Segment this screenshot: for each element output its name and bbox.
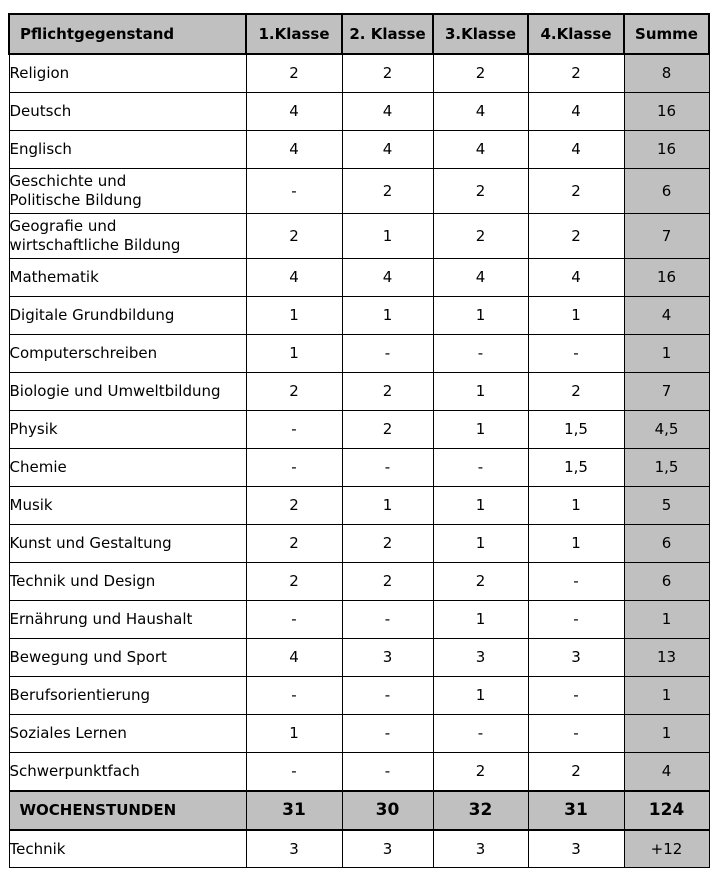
table-row [9, 715, 709, 753]
table-row [9, 563, 709, 601]
class-2-hours-cell: - [342, 753, 433, 792]
class-2-hours-cell: - [342, 449, 433, 487]
class-3-hours-cell: 2 [433, 214, 528, 259]
sum-cell: 7 [624, 214, 709, 259]
class-1-hours-cell: - [246, 601, 342, 639]
class-1-hours-cell: - [246, 449, 342, 487]
total-row [9, 791, 709, 830]
sum-cell: 4 [624, 753, 709, 792]
class-4-hours-cell: 1 [528, 487, 624, 525]
class-2-hours-cell: 2 [342, 169, 433, 214]
class-4-hours-cell: - [528, 677, 624, 715]
class-3-hours-cell: - [433, 335, 528, 373]
extra-sum: +12 [624, 830, 709, 868]
header-class-1: 1.Klasse [246, 14, 342, 54]
class-4-hours-cell: 2 [528, 753, 624, 792]
sum-cell: 4 [624, 297, 709, 335]
class-3-hours-cell: - [433, 715, 528, 753]
table-row [9, 335, 709, 373]
class-4-hours-cell: - [528, 563, 624, 601]
class-2-hours-cell: 3 [342, 639, 433, 677]
class-3-hours-cell: 4 [433, 259, 528, 297]
table-row [9, 214, 709, 259]
class-1-hours-cell: 2 [246, 54, 342, 93]
subject-cell: Physik [9, 411, 246, 449]
class-3-hours-cell: 1 [433, 525, 528, 563]
class-2-hours-cell: - [342, 715, 433, 753]
class-4-hours-cell: 2 [528, 214, 624, 259]
class-1-hours-cell: 1 [246, 297, 342, 335]
sum-cell: 16 [624, 259, 709, 297]
table-row [9, 449, 709, 487]
subject-cell: Soziales Lernen [9, 715, 246, 753]
class-4-hours-cell: 2 [528, 373, 624, 411]
class-3-hours-cell: 2 [433, 54, 528, 93]
class-3-hours-cell: 1 [433, 601, 528, 639]
class-4-hours-cell: 1 [528, 525, 624, 563]
subject-cell: Chemie [9, 449, 246, 487]
subject-cell: Kunst und Gestaltung [9, 525, 246, 563]
class-1-hours-cell: 2 [246, 563, 342, 601]
sum-cell: 13 [624, 639, 709, 677]
class-1-hours-cell: 4 [246, 259, 342, 297]
class-1-hours-cell: 4 [246, 93, 342, 131]
header-row [9, 14, 709, 54]
class-2-hours-cell: 2 [342, 411, 433, 449]
table-row [9, 131, 709, 169]
class-3-hours-cell: 4 [433, 131, 528, 169]
extra-value: 3 [246, 830, 342, 868]
subject-cell: Religion [9, 54, 246, 93]
class-3-hours-cell: 1 [433, 411, 528, 449]
class-2-hours-cell: 4 [342, 259, 433, 297]
table-body [9, 54, 709, 791]
extra-subject: Technik [9, 830, 246, 868]
sum-cell: 8 [624, 54, 709, 93]
subject-cell: Musik [9, 487, 246, 525]
subject-cell: Geografie und wirtschaftliche Bildung [9, 214, 246, 259]
class-3-hours-cell: - [433, 449, 528, 487]
extra-value: 3 [342, 830, 433, 868]
class-4-hours-cell: 1 [528, 297, 624, 335]
sum-cell: 4,5 [624, 411, 709, 449]
class-2-hours-cell: 1 [342, 214, 433, 259]
table-footer [9, 791, 709, 868]
sum-cell: 1 [624, 601, 709, 639]
sum-cell: 7 [624, 373, 709, 411]
table-row [9, 373, 709, 411]
table-header [9, 14, 709, 54]
class-3-hours-cell: 1 [433, 487, 528, 525]
subject-cell: Computerschreiben [9, 335, 246, 373]
header-class-2: 2. Klasse [342, 14, 433, 54]
table-row [9, 753, 709, 792]
table-row [9, 297, 709, 335]
table-row [9, 677, 709, 715]
class-2-hours-cell: 1 [342, 487, 433, 525]
header-sum: Summe [624, 14, 709, 54]
sum-cell: 1 [624, 715, 709, 753]
table-row [9, 259, 709, 297]
class-4-hours-cell: - [528, 715, 624, 753]
class-2-hours-cell: - [342, 335, 433, 373]
total-value: 31 [528, 791, 624, 830]
subject-cell: Schwerpunktfach [9, 753, 246, 792]
header-class-4: 4.Klasse [528, 14, 624, 54]
class-1-hours-cell: - [246, 753, 342, 792]
subject-cell: Technik und Design [9, 563, 246, 601]
sum-cell: 5 [624, 487, 709, 525]
class-2-hours-cell: 4 [342, 131, 433, 169]
class-4-hours-cell: 3 [528, 639, 624, 677]
class-1-hours-cell: 4 [246, 639, 342, 677]
class-4-hours-cell: - [528, 601, 624, 639]
sum-cell: 16 [624, 131, 709, 169]
subject-cell: Mathematik [9, 259, 246, 297]
class-2-hours-cell: 2 [342, 525, 433, 563]
header-class-3: 3.Klasse [433, 14, 528, 54]
sum-cell: 1 [624, 677, 709, 715]
table-row [9, 639, 709, 677]
class-2-hours-cell: - [342, 677, 433, 715]
sum-cell: 16 [624, 93, 709, 131]
total-value: 32 [433, 791, 528, 830]
sum-cell: 1 [624, 335, 709, 373]
class-4-hours-cell: 4 [528, 259, 624, 297]
class-2-hours-cell: 1 [342, 297, 433, 335]
subject-cell: Bewegung und Sport [9, 639, 246, 677]
class-1-hours-cell: - [246, 411, 342, 449]
table-row [9, 411, 709, 449]
class-1-hours-cell: 2 [246, 373, 342, 411]
class-2-hours-cell: 2 [342, 54, 433, 93]
total-value: 31 [246, 791, 342, 830]
total-label: WOCHENSTUNDEN [9, 791, 246, 830]
class-2-hours-cell: 2 [342, 563, 433, 601]
class-4-hours-cell: 1,5 [528, 449, 624, 487]
subject-cell: Deutsch [9, 93, 246, 131]
class-3-hours-cell: 2 [433, 169, 528, 214]
class-2-hours-cell: 2 [342, 373, 433, 411]
sum-cell: 6 [624, 525, 709, 563]
class-1-hours-cell: 2 [246, 525, 342, 563]
class-3-hours-cell: 1 [433, 373, 528, 411]
subject-cell: Geschichte und Politische Bildung [9, 169, 246, 214]
class-1-hours-cell: - [246, 169, 342, 214]
class-1-hours-cell: - [246, 677, 342, 715]
extra-value: 3 [528, 830, 624, 868]
subject-cell: Ernährung und Haushalt [9, 601, 246, 639]
total-sum: 124 [624, 791, 709, 830]
class-3-hours-cell: 2 [433, 563, 528, 601]
table-row [9, 601, 709, 639]
table-row [9, 525, 709, 563]
subject-cell: Berufsorientierung [9, 677, 246, 715]
class-1-hours-cell: 1 [246, 715, 342, 753]
curriculum-table [8, 13, 710, 868]
class-1-hours-cell: 2 [246, 214, 342, 259]
extra-row [9, 830, 709, 868]
subject-cell: Englisch [9, 131, 246, 169]
class-3-hours-cell: 4 [433, 93, 528, 131]
table-row [9, 487, 709, 525]
class-4-hours-cell: 4 [528, 131, 624, 169]
class-1-hours-cell: 2 [246, 487, 342, 525]
class-1-hours-cell: 4 [246, 131, 342, 169]
sum-cell: 6 [624, 169, 709, 214]
table-row [9, 93, 709, 131]
class-2-hours-cell: - [342, 601, 433, 639]
class-2-hours-cell: 4 [342, 93, 433, 131]
class-4-hours-cell: 1,5 [528, 411, 624, 449]
extra-value: 3 [433, 830, 528, 868]
subject-cell: Digitale Grundbildung [9, 297, 246, 335]
class-4-hours-cell: 4 [528, 93, 624, 131]
class-1-hours-cell: 1 [246, 335, 342, 373]
total-value: 30 [342, 791, 433, 830]
table-row [9, 54, 709, 93]
header-subject: Pflichtgegenstand [9, 14, 246, 54]
class-4-hours-cell: 2 [528, 54, 624, 93]
class-3-hours-cell: 1 [433, 677, 528, 715]
class-3-hours-cell: 1 [433, 297, 528, 335]
class-3-hours-cell: 2 [433, 753, 528, 792]
table-row [9, 169, 709, 214]
class-3-hours-cell: 3 [433, 639, 528, 677]
subject-cell: Biologie und Umweltbildung [9, 373, 246, 411]
sum-cell: 6 [624, 563, 709, 601]
class-4-hours-cell: - [528, 335, 624, 373]
sum-cell: 1,5 [624, 449, 709, 487]
class-4-hours-cell: 2 [528, 169, 624, 214]
